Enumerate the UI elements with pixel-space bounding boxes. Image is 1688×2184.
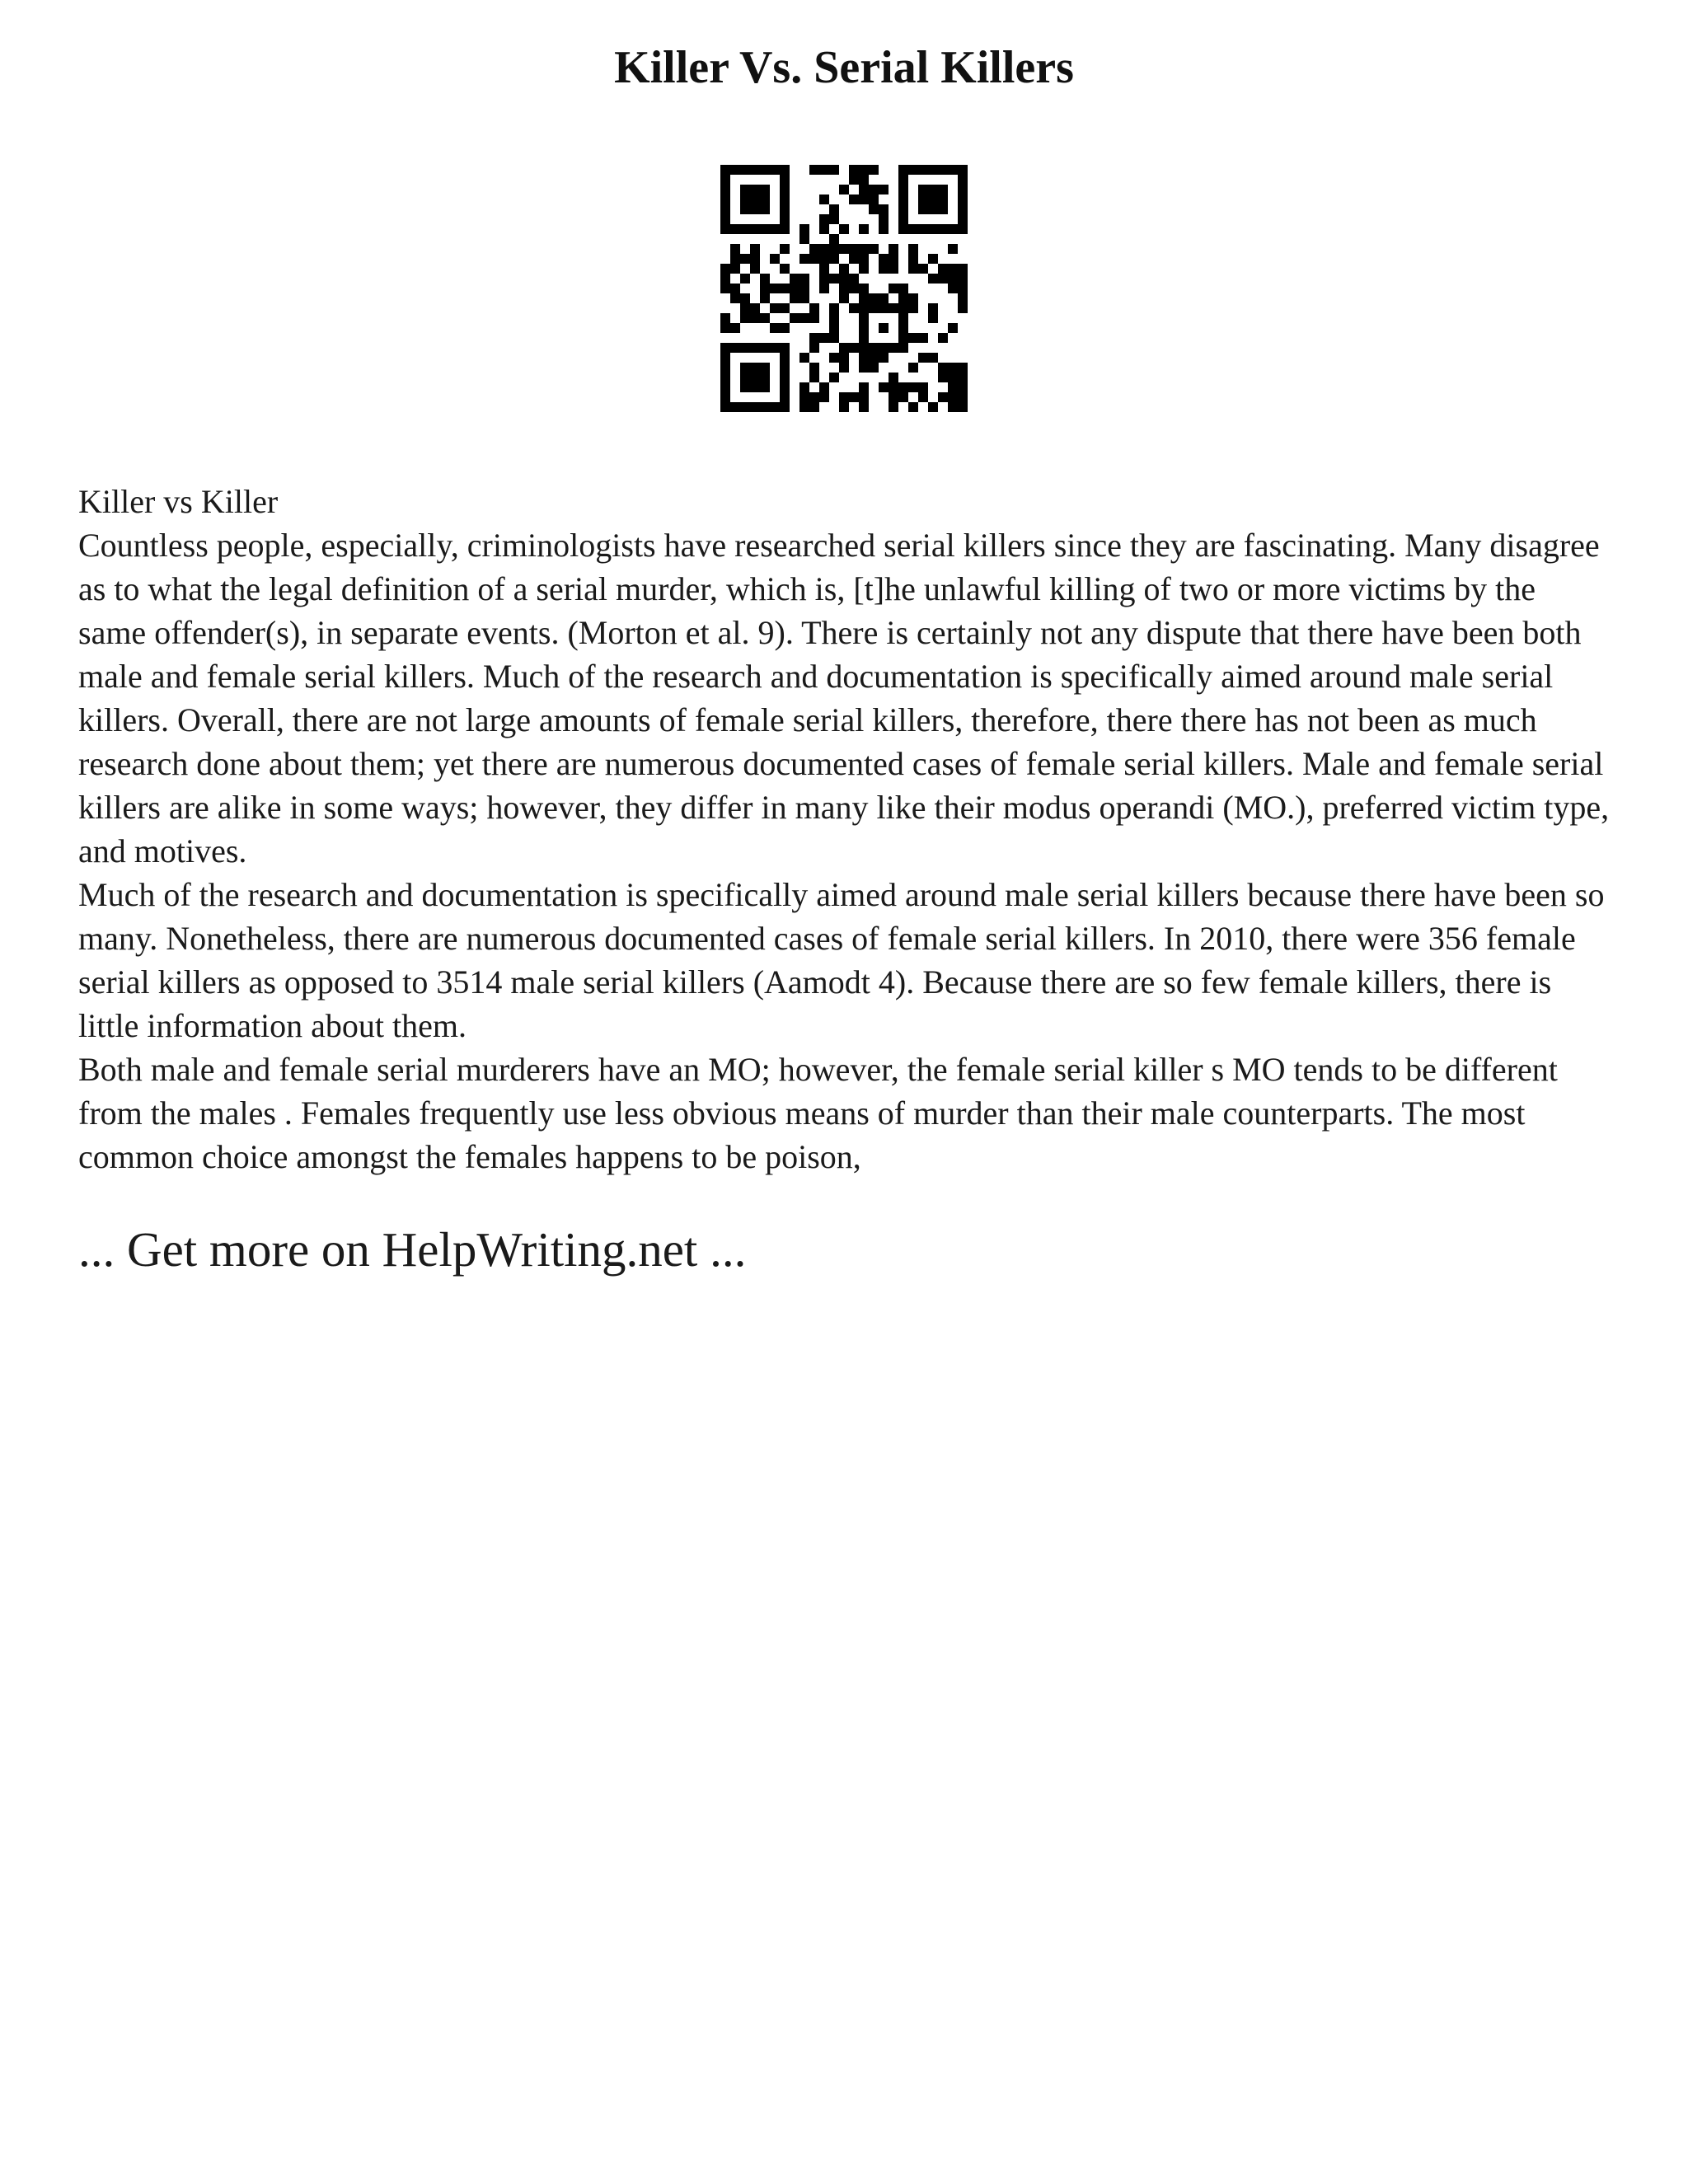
essay-paragraph-3: Both male and female serial murderers have an MO; however, the female serial killer s MO tends to be different from the males . Females frequently use less obvious means of murder than their male counterparts. The most common choice amongst the females happens to be poison, — [78, 1051, 1558, 1175]
qr-code-container — [78, 165, 1610, 412]
page-title: Killer Vs. Serial Killers — [614, 42, 1074, 93]
qr-code-icon — [720, 165, 968, 412]
essay-heading: Killer vs Killer — [78, 483, 279, 520]
essay-paragraph-1: Countless people, especially, criminologists have researched serial killers since they are fascinating. Many disagree as to what the legal definition of a serial murder, which is, [t]he unlawful killing of two or more victims by the same offender(s), in separate events. (Morton et al. 9). There is certainly not any dispute that there have been both male and female serial killers. Much of the research and documentation is specifically aimed around male serial killers. Overall, there are not large amounts of female serial killers, therefore, there there has not been as much research done about them; yet there are numerous documented cases of female serial killers. Male and female serial killers are alike in some ways; however, they differ in many like their modus operandi (MO.), preferred victim type, and motives. — [78, 527, 1610, 869]
essay-paragraph-2: Much of the research and documentation is specifically aimed around male serial killers because there have been so many. Nonetheless, there are numerous documented cases of female serial killers. In 2010, there were 356 female serial killers as opposed to 3514 male serial killers (Aamodt 4). Because there are so few female killers, there is little information about them. — [78, 876, 1605, 1044]
get-more-link[interactable]: ... Get more on HelpWriting.net ... — [78, 1222, 747, 1277]
essay-body — [78, 480, 1610, 1179]
